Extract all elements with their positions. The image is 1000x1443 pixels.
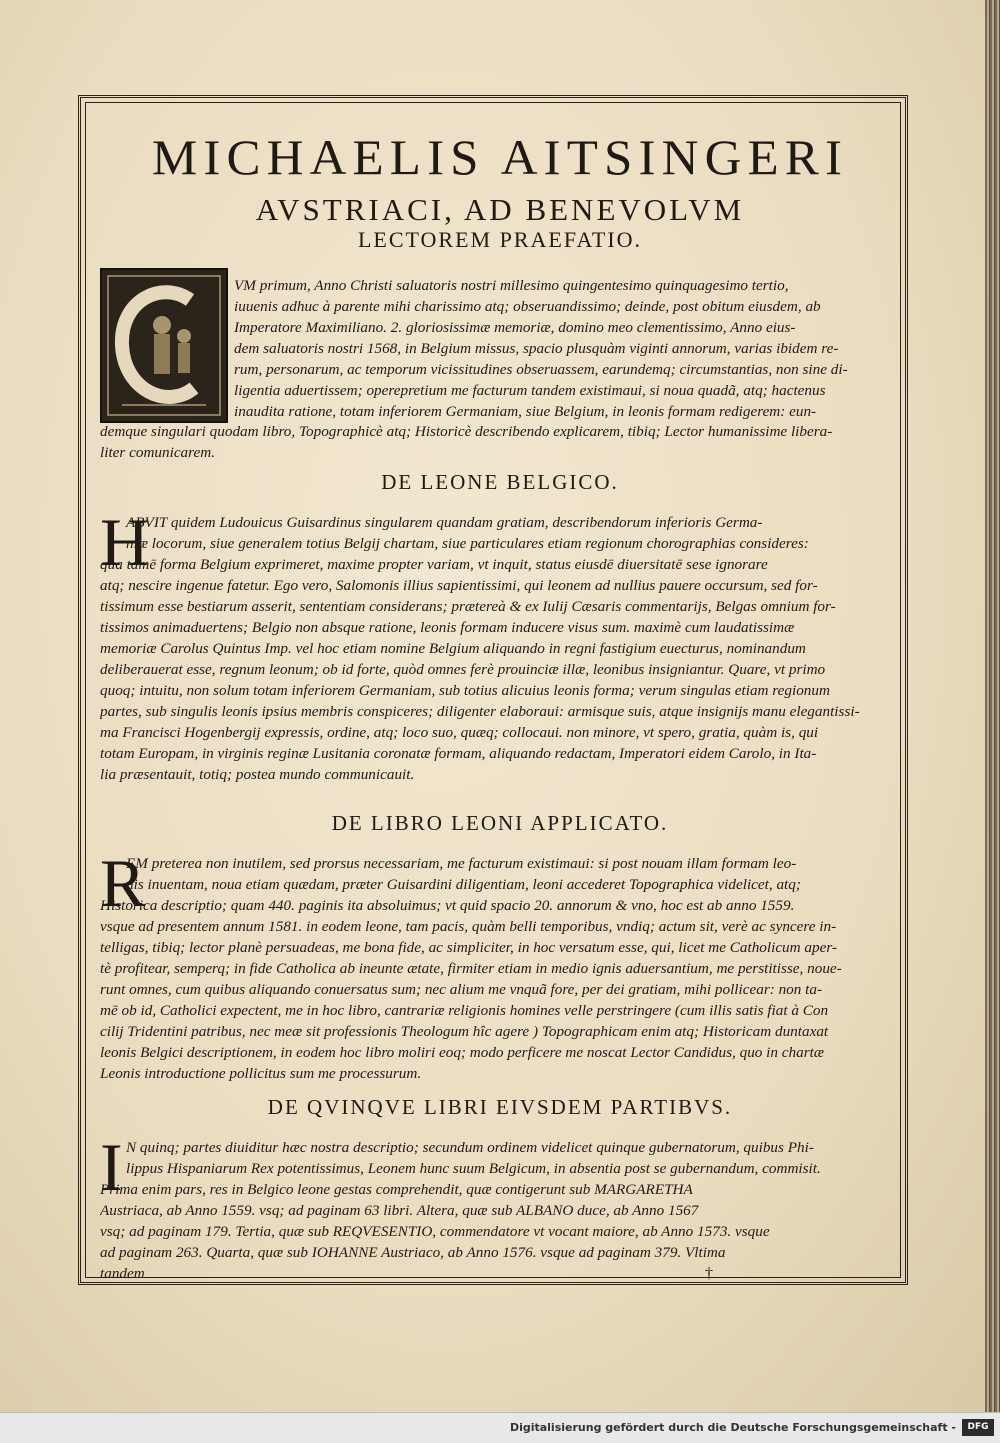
text-line: inaudita ratione, totam inferiorem Germaniam, siue Belgium, in leonis formam redigerem: eun-	[234, 403, 817, 420]
text-line: atq; nescire ingenue fatetur. Ego vero, Salomonis illius sapientissimi, qui leonem ad nullius pauere occursum, sed for-	[100, 577, 818, 594]
text-line: Historica descriptio; quam 440. paginis ita absoluimus; vt quid spacio 20. annorum & vno, hoc est ab anno 1559.	[100, 897, 795, 914]
text-line: tandem	[100, 1265, 145, 1282]
footer-credit-text: Digitalisierung gefördert durch die Deutsche Forschungsgemeinschaft -	[509, 1421, 956, 1434]
page-subtitle-1: AVSTRIACI, AD BENEVOLVM	[255, 192, 745, 227]
section-paragraph-leone	[100, 504, 900, 785]
text-line: iuuenis adhuc à parente mihi charissimo atq; obseruandissimo; deinde, post obitum eiusdem, ab	[234, 298, 821, 315]
intro-paragraph-full-width	[100, 421, 900, 463]
text-line: liter comunicarem.	[100, 444, 216, 461]
page-subtitle-2: LECTOREM PRAEFATIO.	[357, 227, 643, 252]
text-line: dem saluatoris nostri 1568, in Belgium missus, spacio plusquàm viginti annorum, varias ibidem re-	[234, 340, 839, 357]
text-line: Imperatore Maximiliano. 2. gloriosissimæ memoriæ, domino meo clementissimo, Anno eius-	[234, 319, 796, 336]
text-line: memoriæ Carolus Quintus Imp. vel hoc etiam nomine Belgium aliquando in regni fastigium euecturus, nominandum	[100, 640, 806, 657]
text-line: niæ locorum, siue generalem totius Belgij chartam, siue particulares etiam regionum chorographias consideres:	[126, 535, 809, 552]
text-line: vsq; ad paginam 179. Tertia, quæ sub REQVESENTIO, commendatore vt vocant maiore, ab Anno 1573. vsque	[100, 1223, 770, 1240]
page-title: MICHAELIS AITSINGERI	[151, 129, 849, 185]
section-heading-leone: DE LEONE BELGICO.	[381, 470, 619, 494]
text-line: tissimos animaduertens; Belgio non absque ratione, leonis formam inducere visus sum. maximè cum laudatissimæ	[100, 619, 795, 636]
text-line: totam Europam, in virginis reginæ Lusitania coronatæ formam, aliquando redactam, Imperatori eidem Carolo, in Ita-	[100, 745, 817, 762]
text-line: Leonis introductione pollicitus sum me processurum.	[100, 1065, 422, 1082]
text-line: VM primum, Anno Christi saluatoris nostri millesimo quingentesimo quinquagesimo tertio,	[234, 277, 789, 294]
text-line: ABVIT quidem Ludouicus Guisardinus singularem quandam gratiam, describendorum inferioris Germa-	[126, 514, 763, 531]
text-line: mē ob id, Catholici expectent, me in hoc libro, cantrariæ religionis homines velle perstringere (cum illis satis fiat à Con	[100, 1002, 829, 1019]
footer-bar	[0, 1412, 1000, 1443]
section-paragraph-partibus	[100, 1129, 900, 1284]
text-line: nis inuentam, noua etiam quædam, præter Guisardini diligentiam, leoni accederet Topographica videlicet, atq;	[126, 876, 801, 893]
text-line: leonis Belgici descriptionem, in eodem hoc libro moliri eoq; modo perficere me noscat Lector Candidus, quo in chartæ	[100, 1044, 824, 1061]
section-heading-libro: DE LIBRO LEONI APPLICATO.	[331, 811, 669, 835]
text-line: N quinq; partes diuiditur hæc nostra descriptio; secundum ordinem videlicet quinque gubernatorum, quibus Phi-	[126, 1139, 814, 1156]
text-line: deliberauerat esse, regnum leonum; ob id forte, quòd omnes ferè prouinciæ illæ, leonibus insigniantur. Quare, vt primo	[100, 661, 826, 678]
text-line: EM preterea non inutilem, sed prorsus necessariam, me facturum existimaui: si post nouam illam formam leo-	[126, 855, 797, 872]
text-line: rum, personarum, ac temporum vicissitudines obseruassem, earundemq; circumstantias, non sine di-	[234, 361, 848, 378]
dfg-logo: DFG	[962, 1419, 994, 1436]
text-line: cilij Tridentini patribus, nec meæ sit professionis Theologum hîc agere ) Topographicam enim atq; Historicam duntaxat	[100, 1023, 829, 1040]
section-initial-i: I	[100, 1129, 123, 1205]
text-line: ma Francisci Hogenbergij expressis, ordine, atq; loco suo, quæq; collocaui. non minore, vt spero, gratia, quàm is, qui	[100, 724, 819, 741]
text-line: ad paginam 263. Quarta, quæ sub IOHANNE Austriaco, ab Anno 1576. vsque ad paginam 379. Vltima	[100, 1244, 726, 1261]
text-line: lia præsentauit, totiq; postea mundo communicauit.	[100, 766, 415, 783]
signature-mark: †	[705, 1265, 713, 1282]
text-line: runt omnes, cum quibus aliquando conuersatus sum; nec alium me vnquã fore, per dei gratiam, mihi pollicear: non ta-	[100, 981, 823, 998]
text-line: demque singulari quodam libro, Topographicè atq; Historicè describendo explicarem, tibiq; Lector humanissime libera-	[100, 423, 833, 440]
section-initial-h: H	[100, 504, 150, 580]
text-line: Prima enim pars, res in Belgico leone gestas comprehendit, quæ contigerunt sub MARGARETHA	[100, 1181, 693, 1198]
text-line: tissimum esse bestiarum asserit, sententiam considerans; prætereà & ex Iulij Cæsaris commentarijs, Belgas omnium for-	[100, 598, 836, 615]
decorated-initial-image	[100, 268, 228, 423]
text-line: lippus Hispaniarum Rex potentissimus, Leonem hunc suum Belgicum, in absentia post se gubernandum, commisit.	[126, 1160, 821, 1177]
intro-paragraph	[234, 275, 900, 422]
text-line: telligas, tibiq; lector planè persuadeas, me bona fide, ac simpliciter, in hoc versatum esse, qui, licet me Catholicum aper-	[100, 939, 838, 956]
text-line: partes, sub singulis leonis ipsius membris conspiceres; diligenter elaboraui: armisque suis, atque insignijs manu elegantissi-	[100, 703, 860, 720]
section-initial-r: R	[100, 845, 146, 921]
text-line: tè profitear, semperq; in fide Catholica ab ineunte ætate, firmiter etiam in medio ignis aduersantium, me perstitisse, noue-	[100, 960, 842, 977]
text-line: vsque ad presentem annum 1581. in eodem leone, tam pacis, quàm belli temporibus, vndiq; actum sit, verè ac syncere in-	[100, 918, 837, 935]
section-paragraph-libro	[100, 845, 900, 1084]
section-heading-partibus: DE QVINQVE LIBRI EIVSDEM PARTIBVS.	[267, 1095, 733, 1119]
book-edge	[985, 0, 1000, 1412]
text-line: ligentia aduertissem; operepretium me facturum tandem existimaui, si noua quadã, atq; hactenus	[234, 382, 826, 399]
text-line: qua tamē forma Belgium exprimeret, maxime propter variam, vt inquit, status eiusdē diuersitatē sese ignorare	[100, 556, 768, 573]
text-line: quoq; intuitu, non solum totam inferiorem Germaniam, sub totius alicuius leonis forma; verum singulas etiam regionum	[100, 682, 830, 699]
text-line: Austriaca, ab Anno 1559. vsq; ad paginam 63 libri. Altera, quæ sub ALBANO duce, ab Anno 1567	[100, 1202, 699, 1219]
